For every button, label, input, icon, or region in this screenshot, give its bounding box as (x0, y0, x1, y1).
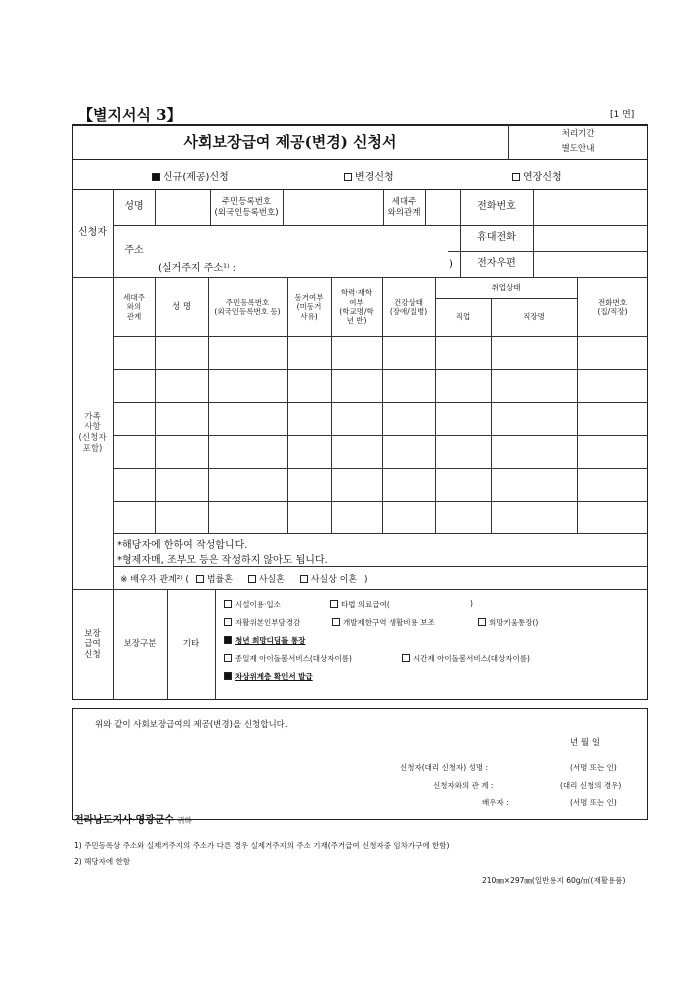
checkbox-icon[interactable] (224, 600, 232, 608)
checkbox-icon[interactable] (224, 654, 232, 662)
applicant-section-label: 신청자 (78, 227, 107, 239)
email-label: 전자우편 (477, 257, 516, 269)
spouse-name-label: 배우자 : (482, 798, 509, 807)
option-greenbelt[interactable]: 개발제한구역 생활비용 보조 (332, 617, 435, 628)
relation-field[interactable] (425, 190, 460, 225)
option-self-support[interactable]: 자활위본인부담경감 (224, 617, 300, 628)
table-row[interactable] (113, 501, 648, 533)
family-section-label: 가족 사항 (신청자 포함) (78, 411, 107, 454)
spouse-relation-row: ※ 배우자 관계²⁾ ( 법률혼 사실혼 사실상 이혼 ) (120, 575, 368, 585)
option-near-poverty-cert[interactable]: 차상위계층 확인서 발급 (224, 671, 313, 682)
footnote-1: 1) 주민등록상 주소와 실제거주지의 주소가 다른 경우 실제거주지의 주소 기재(주거급여 신청자중 임차가구에 한함) (74, 841, 450, 850)
option-youth-account[interactable]: 청년 희망디딤돌 통장 (224, 635, 305, 646)
relation-label: 세대주 와의관계 (387, 196, 421, 218)
address-label: 주소 (124, 244, 144, 256)
benefit-section-label: 보장 급여 신청 (84, 628, 101, 660)
form-code: 【별지서식 3】 (78, 106, 182, 124)
checkbox-icon[interactable] (332, 618, 340, 626)
family-header-relation: 세대주 와의 관계 (123, 292, 145, 321)
rrn-field[interactable] (283, 190, 383, 225)
declaration-text: 위와 같이 사회보장급여의 제공(변경)을 신청합니다. (95, 720, 288, 730)
relation-with-applicant-label: 신청자와의 관 계 : (433, 781, 494, 790)
mobile-label: 휴대전화 (477, 231, 516, 243)
checkbox-icon[interactable] (512, 173, 520, 181)
checkbox-icon[interactable] (344, 173, 352, 181)
table-row[interactable] (113, 435, 648, 468)
spouse-sign: (서명 또는 인) (570, 798, 617, 807)
processing-period-label: 처리기간 (561, 128, 595, 139)
table-row[interactable] (113, 369, 648, 402)
paper-spec: 210㎜×297㎜(일반용지 60g/㎡(재활용품) (482, 876, 626, 885)
rrn-label: 주민등록번호 (외국인등록번호) (214, 196, 279, 218)
applicant-sign: (서명 또는 인) (570, 763, 617, 772)
family-header-name: 성 명 (171, 301, 192, 312)
family-header-school: 학력·재학 여부 (학교명/학 년 반) (339, 288, 374, 326)
checkbox-icon[interactable] (478, 618, 486, 626)
checkbox-icon[interactable] (224, 636, 232, 644)
checkbox-icon[interactable] (330, 600, 338, 608)
apply-new[interactable]: 신규(제공)신청 (152, 168, 229, 183)
checkbox-icon[interactable] (300, 575, 308, 583)
family-header-rrn: 주민등록번호 (외국인등록번호 등) (214, 297, 281, 316)
mobile-field[interactable] (533, 225, 648, 251)
processing-period-value: 별도안내 (561, 143, 595, 154)
family-note-2: *형제자매, 조부모 등은 작성하지 않아도 됩니다. (117, 555, 328, 566)
residence-address-label: (실거주지 주소¹⁾ : (158, 263, 237, 274)
option-hope-account[interactable]: 희망키움통장() (478, 617, 538, 628)
table-row[interactable] (113, 402, 648, 435)
relation-note: (대리 신청의 경우) (560, 781, 622, 790)
family-header-job: 직업 (455, 312, 471, 322)
benefit-other-label: 기타 (182, 639, 200, 650)
spouse-relation-label: ※ 배우자 관계²⁾ ( (120, 575, 189, 585)
page-indicator: [1 면] (610, 110, 635, 120)
residence-close: ) (449, 259, 453, 270)
option-medical-close: ) (470, 599, 473, 608)
checkbox-icon[interactable] (224, 618, 232, 626)
checkbox-icon[interactable] (248, 575, 256, 583)
family-header-health: 건강상태 (장애/질병) (389, 297, 428, 316)
checkbox-icon[interactable] (152, 173, 160, 181)
option-hourly-care[interactable]: 시간제 아이돌봄서비스(대상자이름) (402, 653, 530, 664)
table-row[interactable] (113, 336, 648, 369)
declaration-date: 년 월 일 (570, 738, 601, 748)
recipient: 전라남도지사·영광군수 귀하 (74, 815, 192, 826)
benefit-type-label: 보장구분 (123, 639, 157, 650)
checkbox-icon[interactable] (224, 672, 232, 680)
phone-label: 전화번호 (477, 201, 516, 213)
family-header-cohabit: 동거여부 (미동거 사유) (294, 292, 324, 321)
option-fullday-care[interactable]: 종일제 아이돌봄서비스(대상자이름) (224, 653, 352, 664)
phone-field[interactable] (533, 190, 648, 225)
option-facility[interactable]: 시설이용·입소 (224, 599, 281, 610)
family-header-employment: 취업상태 (491, 283, 521, 293)
family-header-workplace: 직장명 (523, 312, 545, 322)
footnote-2: 2) 해당자에 한함 (74, 857, 130, 866)
apply-change[interactable]: 변경신청 (344, 168, 394, 183)
option-medical[interactable]: 타법 의료급여( (330, 599, 390, 610)
checkbox-icon[interactable] (196, 575, 204, 583)
name-label: 성명 (124, 201, 144, 213)
family-note-1: *해당자에 한하여 작성합니다. (117, 540, 248, 551)
family-header-phone: 전화번호 (집/직장) (597, 297, 628, 316)
applicant-name-label: 신청자(대리 신청자) 성명 : (400, 763, 488, 772)
name-field[interactable] (155, 190, 210, 225)
email-field[interactable] (533, 251, 648, 277)
apply-extend[interactable]: 연장신청 (512, 168, 562, 183)
checkbox-icon[interactable] (402, 654, 410, 662)
form-title: 사회보장급여 제공(변경) 신청서 (183, 132, 397, 151)
table-row[interactable] (113, 468, 648, 501)
